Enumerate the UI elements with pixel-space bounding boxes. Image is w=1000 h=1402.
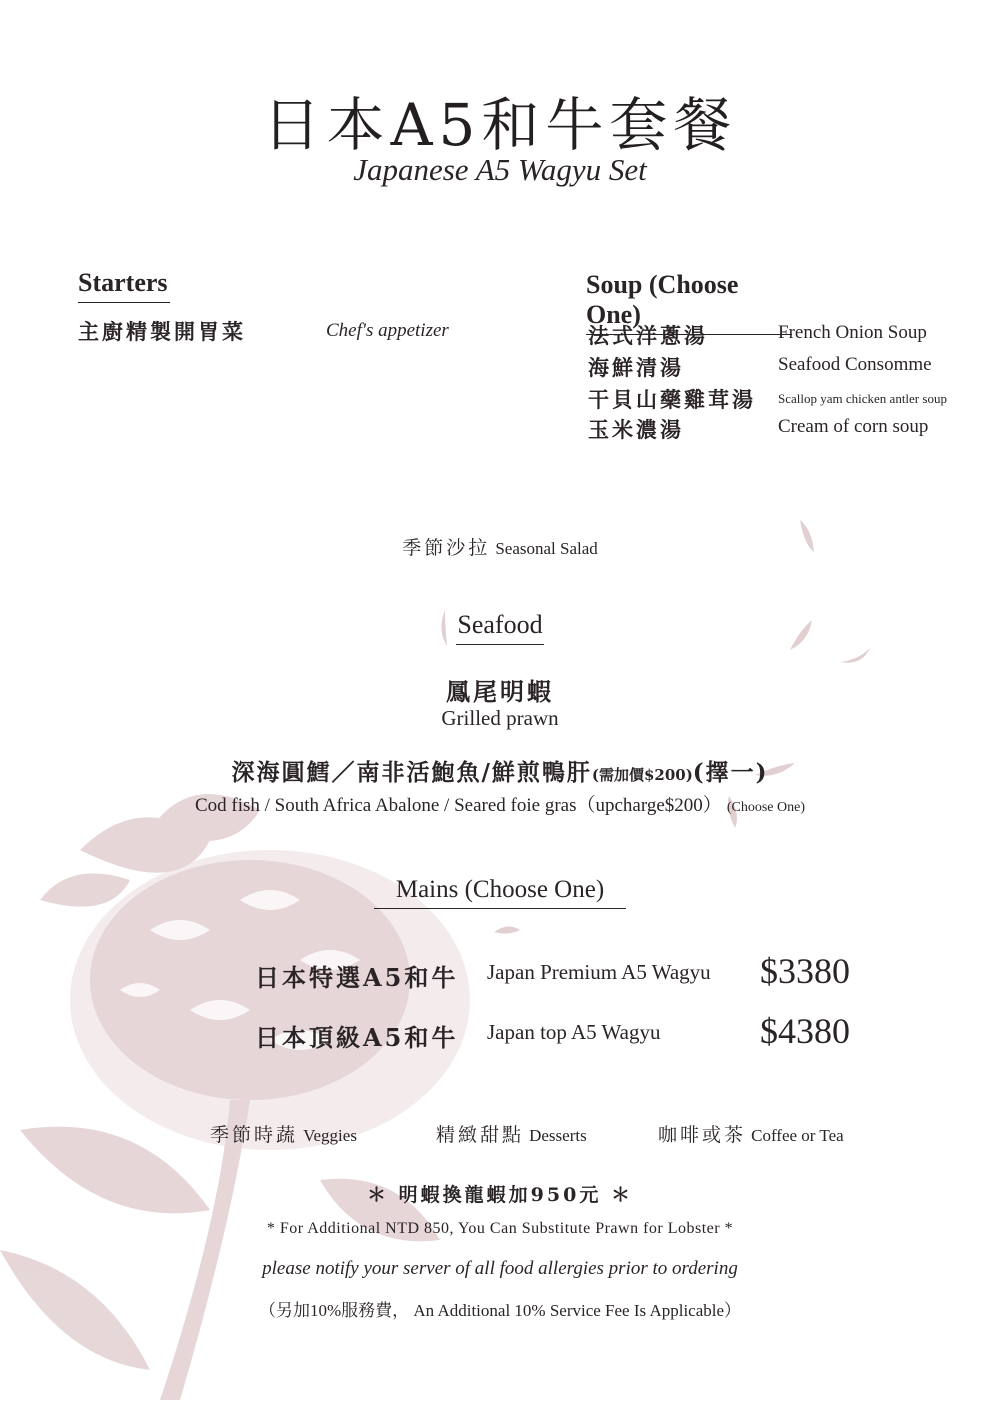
soup-heading: Soup (Choose One) [586,270,792,335]
salad-line [0,533,1000,560]
main-item [255,950,895,1000]
side-item [210,1120,357,1147]
soup-item-zh: 法式洋蔥湯 [588,323,708,348]
menu-title-zh: 日本A5和牛套餐 [262,91,738,159]
soup-item-en: Cream of corn soup [778,416,929,437]
soup-item-en: Scallop yam chicken antler soup [778,391,947,406]
side-item-en: Desserts [529,1126,587,1145]
prawn-en: Grilled prawn [441,706,559,730]
side-item [658,1120,844,1147]
soup-item [588,352,988,384]
main-item-price: $3380 [760,951,850,991]
starters-section [78,268,170,303]
soup-item-zh: 玉米濃湯 [588,417,684,442]
main-item-zh: 日本特選A5和牛 [255,963,459,992]
side-item-zh: 季節時蔬 [210,1124,299,1146]
soup-item [588,414,988,446]
side-item-en: Veggies [303,1126,357,1145]
starters-heading: Starters [78,268,170,303]
starter-item-zh: 主廚精製開胃菜 [78,319,246,344]
salad-en: Seasonal Salad [495,539,598,558]
soup-item-en: French Onion Soup [778,322,927,343]
main-item-zh: 日本頂級A5和牛 [255,1023,459,1052]
fish-choice-zh-line [0,754,1000,787]
fish-choice-zh: 深海圓鱈／南非活鮑魚/鮮煎鴨肝 [231,759,592,786]
lobster-note-en: * For Additional NTD 850, You Can Substitute Prawn for Lobster * [266,1220,734,1237]
lobster-note-zh: ＊ 明蝦換龍蝦加950元 ＊ [367,1184,633,1206]
main-item-price: $4380 [760,1011,850,1051]
service-fee-note: （另加10%服務費， An Additional 10% Service Fee Is Applicable） [258,1301,742,1320]
seafood-section [0,610,1000,645]
side-item-zh: 精緻甜點 [436,1124,525,1146]
allergy-note: please notify your server of all food allergies prior to ordering [262,1258,738,1279]
fish-upcharge-zh: (需加價$200) [591,766,693,784]
side-item-zh: 咖啡或茶 [658,1124,747,1146]
fish-choose-one-en: (Choose One) [726,800,806,815]
side-item [436,1120,587,1147]
soup-item-zh: 海鮮清湯 [588,355,684,380]
mains-heading: Mains (Choose One) [374,876,626,909]
fish-choice-en: Cod fish / South Africa Abalone / Seared foie gras（upcharge$200） [194,795,722,816]
fish-choose-one-zh: (擇一) [692,759,769,786]
prawn-zh: 鳳尾明蝦 [446,677,554,706]
mains-section [0,876,1000,909]
menu-title-en: Japanese A5 Wagyu Set [353,152,647,187]
starter-item-en: Chef's appetizer [326,320,449,341]
main-item [255,1010,895,1060]
salad-zh: 季節沙拉 [402,537,491,559]
soup-item [588,320,988,352]
main-item-en: Japan top A5 Wagyu [487,1020,661,1044]
fish-choice-en-line [0,790,1000,817]
soup-item-en: Seafood Consomme [778,354,932,375]
main-item-en: Japan Premium A5 Wagyu [487,960,711,984]
soup-item [588,384,988,416]
soup-item-zh: 干貝山藥雞茸湯 [588,387,756,412]
side-item-en: Coffee or Tea [751,1126,844,1145]
seafood-heading: Seafood [456,610,544,645]
